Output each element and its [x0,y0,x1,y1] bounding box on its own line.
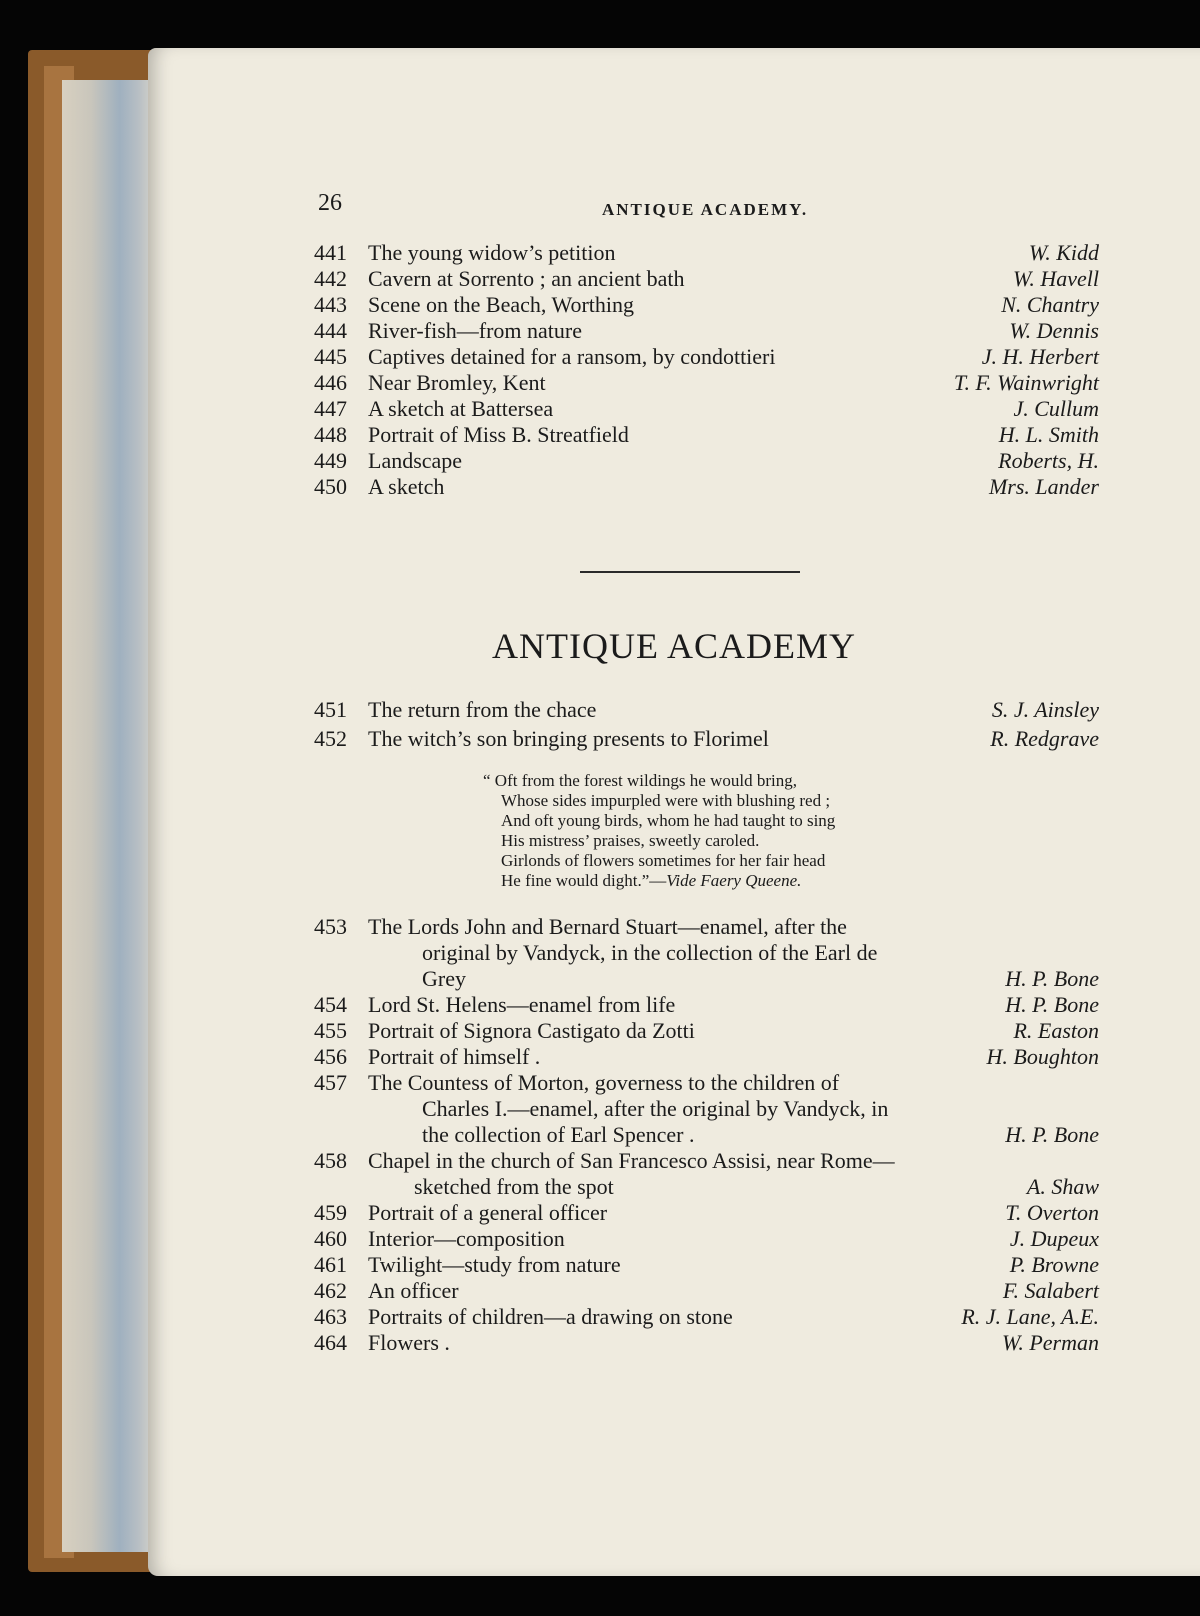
entry-title: Lord St. Helens—enamel from life [368,992,676,1017]
entry-title: An officer [368,1278,459,1303]
entry-artist: W. Perman [1002,1330,1099,1355]
entry-row [314,1070,1099,1096]
verse-line: And oft young birds, whom he had taught to sing [501,811,836,830]
entry-artist: F. Salabert [1002,1278,1099,1303]
entry-row [314,266,1099,292]
entry-artist: H. P. Bone [1005,1122,1099,1147]
entry-title: Cavern at Sorrento ; an ancient bath [368,266,685,291]
section-heading: ANTIQUE ACADEMY [492,626,856,666]
entry-number: 460 [314,1226,347,1251]
entry-row [314,370,1099,396]
entry-title: A sketch at Battersea [368,396,554,421]
verse-citation: Vide Faery Queene. [666,871,802,890]
entry-number: 446 [314,370,347,395]
entry-number: 442 [314,266,347,291]
entry-title: The Countess of Morton, governess to the children of [368,1070,840,1095]
entry-artist: H. P. Bone [1005,966,1099,991]
entry-number: 447 [314,396,347,421]
verse-line: Girlonds of flowers sometimes for her fair head [501,851,826,870]
entries-list-academy [314,697,1099,755]
entry-row [314,1148,1099,1174]
entry-row [314,1200,1099,1226]
entry-number: 458 [314,1148,347,1173]
entry-artist: J. Dupeux [1009,1226,1099,1251]
entry-artist: N. Chantry [1001,292,1099,317]
entry-number: 449 [314,448,347,473]
entry-number: 461 [314,1252,347,1277]
entry-number: 444 [314,318,347,343]
entry-row [314,1252,1099,1278]
entries-list-top [314,240,1099,500]
entry-number: 456 [314,1044,347,1069]
entry-number: 441 [314,240,347,265]
entry-artist: S. J. Ainsley [991,697,1099,722]
entry-title: The Lords John and Bernard Stuart—enamel, after the [368,914,847,939]
entry-row [314,344,1099,370]
entry-number: 448 [314,422,347,447]
entry-title: Portrait of Signora Castigato da Zotti [368,1018,695,1043]
entry-row [314,1226,1099,1252]
entry-title-cont: the collection of Earl Spencer . [422,1122,695,1147]
entry-title: The return from the chace [368,697,597,722]
entry-row [314,1018,1099,1044]
section-divider [580,571,800,573]
entry-artist: H. Boughton [986,1044,1099,1069]
verse-line: His mistress’ praises, sweetly caroled. [501,831,760,850]
entry-number: 443 [314,292,347,317]
entry-row [314,1330,1099,1356]
page-block-edge [62,80,158,1552]
entry-title: Interior—composition [368,1226,565,1251]
verse-line: “ Oft from the forest wildings he would bring, [483,771,797,790]
entry-title-cont: sketched from the spot [414,1174,614,1199]
entry-row [314,318,1099,344]
entry-title: Portrait of himself . [368,1044,541,1069]
entry-row [314,992,1099,1018]
entry-row-continued [314,1174,1099,1200]
entry-artist: W. Kidd [1028,240,1099,265]
entry-row-continued [314,1122,1099,1148]
running-head: ANTIQUE ACADEMY. [602,200,809,219]
entry-title-cont: original by Vandyck, in the collection of the Earl de [422,940,878,965]
verse-line [483,871,835,891]
entry-artist: H. L. Smith [998,422,1099,447]
entry-number: 451 [314,697,347,722]
entry-453 [314,914,1099,992]
entry-title: Chapel in the church of San Francesco Assisi, near Rome— [368,1148,895,1173]
entry-title: Landscape [368,448,463,473]
entry-title: Portraits of children—a drawing on stone [368,1304,733,1329]
entry-row [314,1278,1099,1304]
entry-title: Flowers . [368,1330,450,1355]
entry-artist: A. Shaw [1026,1174,1099,1199]
entry-row [314,726,1099,755]
entry-artist: J. Cullum [1013,396,1099,421]
entries-list-bottom [314,1200,1099,1356]
entry-row [314,240,1099,266]
entry-title-cont: Grey [422,966,466,991]
verse-line: Whose sides impurpled were with blushing red ; [501,791,831,810]
entry-458 [314,1148,1099,1200]
verse-line-text: He fine would dight.”— [501,871,667,890]
entry-row-continued [314,940,1099,966]
entry-artist: Roberts, H. [998,448,1099,473]
entry-artist: P. Browne [1009,1252,1099,1277]
entry-number: 452 [314,726,347,751]
entry-number: 453 [314,914,347,939]
entry-artist: T. Overton [1005,1200,1099,1225]
entry-row [314,1304,1099,1330]
entry-number: 463 [314,1304,347,1329]
entry-row [314,914,1099,940]
entry-number: 445 [314,344,347,369]
entry-number: 459 [314,1200,347,1225]
page-number: 26 [318,190,342,216]
entry-row [314,474,1099,500]
entry-title-cont: Charles I.—enamel, after the original by Vandyck, in [422,1096,889,1121]
entry-artist: Mrs. Lander [988,474,1099,499]
entry-title: Portrait of a general officer [368,1200,608,1225]
entry-row [314,448,1099,474]
entry-title: River-fish—from nature [368,318,582,343]
entry-title: The young widow’s petition [368,240,616,265]
entry-artist: T. F. Wainwright [953,370,1099,395]
entry-row [314,697,1099,726]
entry-title: Captives detained for a ransom, by condottieri [368,344,776,369]
entry-457 [314,1070,1099,1148]
entry-number: 450 [314,474,347,499]
entry-row-continued [314,966,1099,992]
entries-list-mid [314,992,1099,1070]
entry-number: 454 [314,992,347,1017]
entry-artist: R. J. Lane, A.E. [961,1304,1099,1329]
entry-artist: W. Dennis [1009,318,1099,343]
entry-number: 455 [314,1018,347,1043]
entry-title: A sketch [368,474,445,499]
entry-number: 457 [314,1070,347,1095]
entry-number: 462 [314,1278,347,1303]
entry-title: Portrait of Miss B. Streatfield [368,422,629,447]
entry-artist: J. H. Herbert [981,344,1099,369]
entry-row [314,292,1099,318]
entry-artist: W. Havell [1013,266,1099,291]
entry-title: Near Bromley, Kent [368,370,546,395]
entry-row [314,1044,1099,1070]
entry-artist: R. Easton [1013,1018,1099,1043]
entry-artist: H. P. Bone [1005,992,1099,1017]
entry-artist: R. Redgrave [990,726,1099,751]
entry-title: Twilight—study from nature [368,1252,621,1277]
entry-number: 464 [314,1330,347,1355]
entry-row [314,422,1099,448]
verse-quotation [483,771,835,891]
entry-row-continued [314,1096,1099,1122]
entry-row [314,396,1099,422]
entry-title: The witch’s son bringing presents to Florimel [368,726,769,751]
entry-title: Scene on the Beach, Worthing [368,292,635,317]
